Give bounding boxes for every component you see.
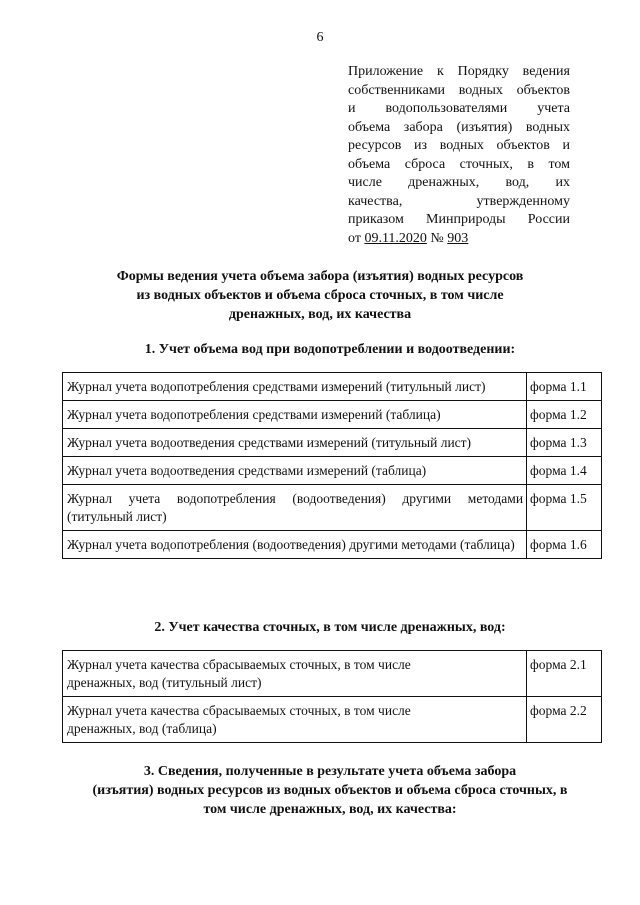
journal-name [63,697,527,743]
journal-name: Журнал учета водопотребления средствами измерений (титульный лист) [63,373,527,401]
appendix-line: и водопользователями учета [348,101,570,116]
form-number: форма 2.1 [527,651,602,697]
table-row [63,457,602,485]
order-date: 09.11.2020 [364,230,427,246]
journal-name: Журнал учета водопотребления (водоотведения) другими методами (титульный лист) [63,485,527,531]
form-number: форма 2.2 [527,697,602,743]
table-row [63,697,602,743]
journal-name: Журнал учета водоотведения средствами измерений (таблица) [63,457,527,485]
appendix-header [348,63,570,248]
table-row [63,485,602,531]
appendix-line: числе дренажных, вод, их [348,175,570,190]
table-row [63,531,602,559]
section-3-line: том числе дренажных, вод, их качества: [203,802,457,817]
section-2-title: 2. Учет качества сточных, в том числе дренажных, вод: [154,620,506,635]
form-number: форма 1.1 [527,373,602,401]
appendix-line: объема сброса сточных, в том [348,156,570,172]
appendix-line: ресурсов из водных объектов и [348,138,570,153]
section-1-table [62,372,602,559]
section-1-title: 1. Учет объема вод при водопотреблении и водоотведении: [144,342,516,357]
appendix-line: качества, утвержденному [348,193,570,209]
order-prefix: от [348,230,365,246]
appendix-line: Приложение к Порядку ведения [348,64,570,79]
title-line: из водных объектов и объема сброса сточных, в том числе [136,288,504,303]
title-line: Формы ведения учета объема забора (изъятия) водных ресурсов [116,269,524,284]
form-number: форма 1.5 [527,485,602,531]
title-line: дренажных, вод, их качества [228,307,412,322]
appendix-line: собственниками водных объектов [348,82,570,98]
journal-name: Журнал учета водоотведения средствами измерений (титульный лист) [63,429,527,457]
section-2-table [62,650,602,743]
journal-name-line: дренажных, вод (таблица) [67,721,217,736]
page-number: 6 [316,30,324,45]
form-number: форма 1.3 [527,429,602,457]
table-row [63,373,602,401]
appendix-line: объема забора (изъятия) водных [348,119,570,135]
order-number-sign: № [426,230,448,246]
form-number: форма 1.2 [527,401,602,429]
table-row [63,429,602,457]
journal-name [63,651,527,697]
document-title [60,267,580,324]
order-reference [348,230,570,249]
journal-name-line: Журнал учета качества сбрасываемых сточных, в том числе [67,703,411,718]
journal-name: Журнал учета водопотребления средствами измерений (таблица) [63,401,527,429]
section-3-line: 3. Сведения, полученные в результате учета объема забора [143,764,517,779]
table-row [63,401,602,429]
section-3-title [60,762,600,819]
journal-name-line: дренажных, вод (титульный лист) [67,675,262,690]
order-number: 903 [447,230,469,246]
form-number: форма 1.6 [527,531,602,559]
journal-name: Журнал учета водопотребления (водоотведения) другими методами (таблица) [63,531,527,559]
appendix-line: приказом Минприроды России [348,212,570,227]
journal-name-line: Журнал учета качества сбрасываемых сточных, в том числе [67,657,411,672]
table-row [63,651,602,697]
section-3-line: (изъятия) водных ресурсов из водных объектов и объема сброса сточных, в [92,783,568,798]
form-number: форма 1.4 [527,457,602,485]
